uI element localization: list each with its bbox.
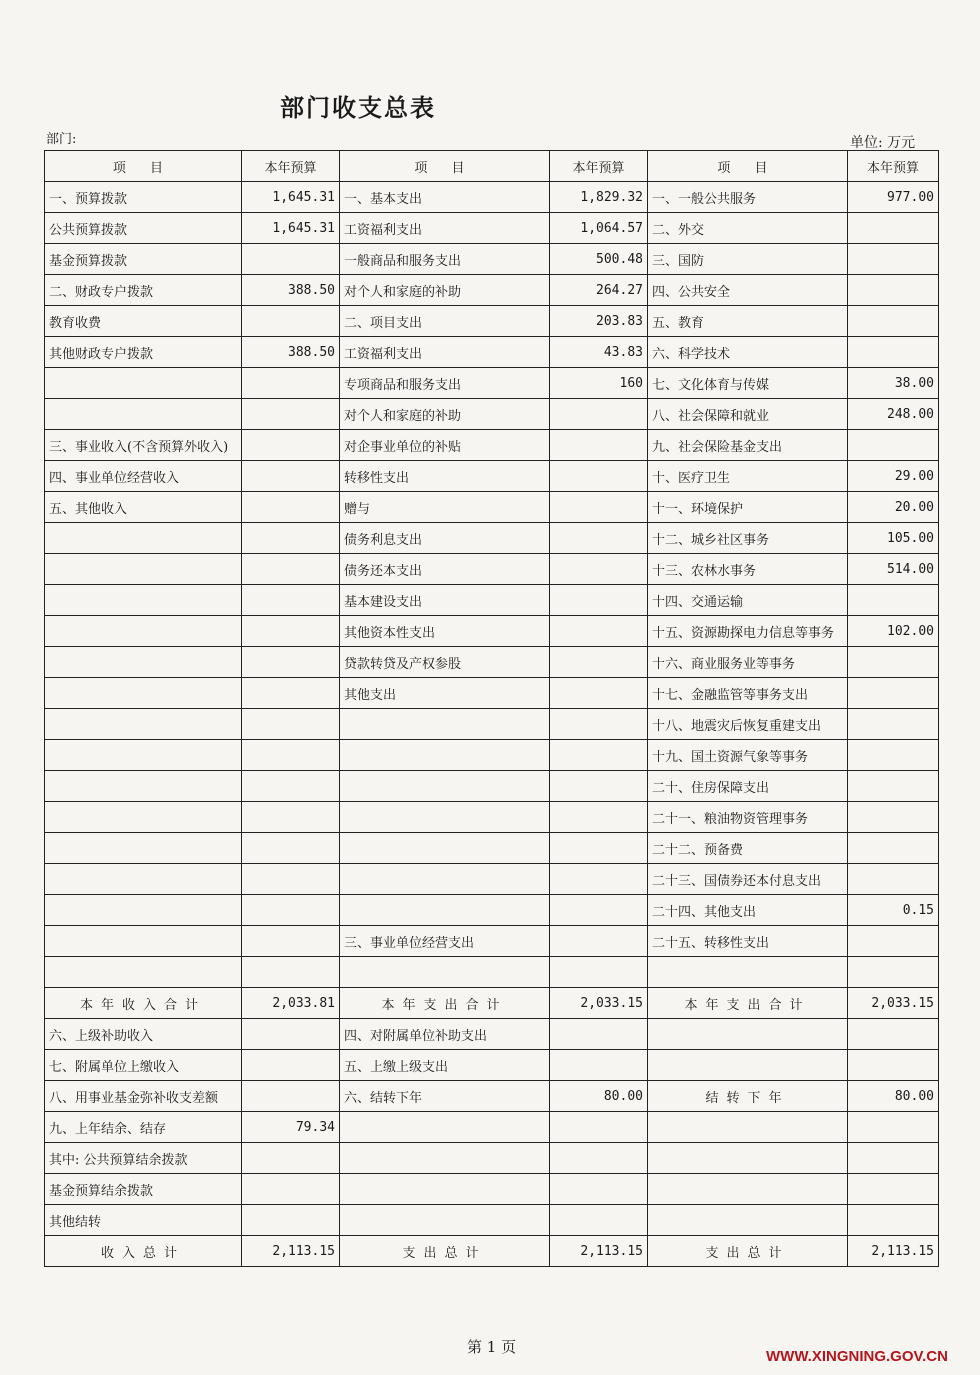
expense-func-item-cell: 十八、地震灾后恢复重建支出: [648, 709, 848, 740]
expense-econ-amount-cell: 500.48: [550, 244, 648, 275]
website-watermark: WWW.XINGNING.GOV.CN: [766, 1348, 948, 1365]
income-item-cell: [45, 957, 242, 988]
expense-econ-item-cell: [340, 771, 550, 802]
expense-econ-amount-cell: [550, 1050, 648, 1081]
expense-func-amount-cell: 80.00: [848, 1081, 939, 1112]
expense-econ-item-cell: 对个人和家庭的补助: [340, 399, 550, 430]
expense-econ-item-cell: 债务还本支出: [340, 554, 550, 585]
income-amount-cell: [242, 306, 340, 337]
expense-func-amount-cell: [848, 926, 939, 957]
expense-econ-amount-cell: [550, 678, 648, 709]
income-amount-cell: [242, 1050, 340, 1081]
expense-func-item-cell: 本年支出合计: [648, 988, 848, 1019]
expense-func-amount-cell: [848, 864, 939, 895]
expense-func-item-cell: [648, 957, 848, 988]
expense-econ-amount-cell: [550, 1205, 648, 1236]
expense-func-item-cell: 十四、交通运输: [648, 585, 848, 616]
expense-func-item-cell: 十六、商业服务业等事务: [648, 647, 848, 678]
table-row: [45, 430, 939, 461]
expense-func-item-cell: 十二、城乡社区事务: [648, 523, 848, 554]
income-amount-cell: 2,033.81: [242, 988, 340, 1019]
expense-func-amount-cell: [848, 1112, 939, 1143]
expense-econ-amount-cell: [550, 616, 648, 647]
income-amount-cell: [242, 802, 340, 833]
expense-econ-item-cell: 其他支出: [340, 678, 550, 709]
income-amount-cell: [242, 244, 340, 275]
expense-func-item-cell: 支出总计: [648, 1236, 848, 1267]
budget-table: [44, 150, 939, 1267]
expense-func-amount-cell: [848, 1050, 939, 1081]
income-item-cell: 其中: 公共预算结余拨款: [45, 1143, 242, 1174]
expense-econ-amount-cell: 1,829.32: [550, 182, 648, 213]
expense-econ-amount-cell: 43.83: [550, 337, 648, 368]
expense-func-amount-cell: [848, 802, 939, 833]
expense-func-amount-cell: 38.00: [848, 368, 939, 399]
expense-econ-amount-cell: [550, 1019, 648, 1050]
expense-econ-item-cell: 三、事业单位经营支出: [340, 926, 550, 957]
expense-func-item-cell: 八、社会保障和就业: [648, 399, 848, 430]
expense-func-amount-cell: [848, 337, 939, 368]
expense-func-item-cell: 十九、国土资源气象等事务: [648, 740, 848, 771]
expense-econ-amount-cell: 80.00: [550, 1081, 648, 1112]
income-amount-cell: [242, 1205, 340, 1236]
expense-func-amount-cell: [848, 771, 939, 802]
expense-func-item-cell: 一、一般公共服务: [648, 182, 848, 213]
expense-func-amount-cell: [848, 833, 939, 864]
expense-econ-item-cell: 贷款转贷及产权参股: [340, 647, 550, 678]
expense-econ-item-cell: 对个人和家庭的补助: [340, 275, 550, 306]
table-row: [45, 647, 939, 678]
table-row: [45, 368, 939, 399]
expense-econ-item-cell: 其他资本性支出: [340, 616, 550, 647]
income-item-cell: 七、附属单位上缴收入: [45, 1050, 242, 1081]
expense-econ-amount-cell: [550, 430, 648, 461]
expense-econ-item-cell: 支出总计: [340, 1236, 550, 1267]
expense-econ-item-cell: [340, 864, 550, 895]
expense-econ-amount-cell: 264.27: [550, 275, 648, 306]
expense-econ-amount-cell: [550, 740, 648, 771]
expense-econ-amount-cell: [550, 802, 648, 833]
expense-econ-item-cell: [340, 957, 550, 988]
page-title: 部门收支总表: [280, 93, 436, 122]
department-label: 部门:: [46, 132, 77, 147]
table-row: [45, 1205, 939, 1236]
income-item-cell: [45, 585, 242, 616]
income-amount-cell: [242, 771, 340, 802]
expense-econ-amount-cell: [550, 926, 648, 957]
expense-econ-item-cell: 工资福利支出: [340, 337, 550, 368]
income-amount-cell: [242, 616, 340, 647]
expense-func-amount-cell: 2,113.15: [848, 1236, 939, 1267]
expense-func-item-cell: 结转下年: [648, 1081, 848, 1112]
header-amount-expense-func: 本年预算: [848, 151, 939, 182]
income-amount-cell: [242, 864, 340, 895]
table-row: [45, 1236, 939, 1267]
expense-func-amount-cell: [848, 1143, 939, 1174]
expense-func-item-cell: 九、社会保险基金支出: [648, 430, 848, 461]
income-amount-cell: [242, 833, 340, 864]
table-row: [45, 337, 939, 368]
expense-func-item-cell: [648, 1143, 848, 1174]
income-item-cell: [45, 709, 242, 740]
expense-econ-item-cell: [340, 740, 550, 771]
table-row: [45, 1081, 939, 1112]
expense-func-amount-cell: [848, 585, 939, 616]
expense-func-item-cell: 二、外交: [648, 213, 848, 244]
expense-func-amount-cell: 2,033.15: [848, 988, 939, 1019]
income-item-cell: 收入总计: [45, 1236, 242, 1267]
income-amount-cell: [242, 399, 340, 430]
expense-econ-item-cell: [340, 709, 550, 740]
table-row: [45, 585, 939, 616]
table-row: [45, 182, 939, 213]
income-item-cell: 三、事业收入(不含预算外收入): [45, 430, 242, 461]
expense-econ-amount-cell: [550, 647, 648, 678]
expense-func-amount-cell: [848, 709, 939, 740]
table-row: [45, 554, 939, 585]
unit-label: 单位: 万元: [850, 135, 916, 151]
table-row: [45, 244, 939, 275]
table-row: [45, 1019, 939, 1050]
expense-econ-amount-cell: [550, 523, 648, 554]
expense-func-item-cell: 三、国防: [648, 244, 848, 275]
table-row: [45, 1174, 939, 1205]
expense-econ-amount-cell: [550, 1143, 648, 1174]
income-item-cell: [45, 678, 242, 709]
income-item-cell: [45, 833, 242, 864]
income-item-cell: [45, 802, 242, 833]
expense-func-amount-cell: 248.00: [848, 399, 939, 430]
expense-func-amount-cell: [848, 957, 939, 988]
expense-econ-amount-cell: 203.83: [550, 306, 648, 337]
table-row: [45, 771, 939, 802]
expense-econ-item-cell: 一般商品和服务支出: [340, 244, 550, 275]
expense-func-item-cell: 二十、住房保障支出: [648, 771, 848, 802]
expense-econ-item-cell: [340, 802, 550, 833]
expense-func-item-cell: [648, 1205, 848, 1236]
income-item-cell: 本年收入合计: [45, 988, 242, 1019]
expense-econ-item-cell: 本年支出合计: [340, 988, 550, 1019]
expense-econ-item-cell: 债务利息支出: [340, 523, 550, 554]
income-item-cell: 教育收费: [45, 306, 242, 337]
income-amount-cell: [242, 461, 340, 492]
income-item-cell: 六、上级补助收入: [45, 1019, 242, 1050]
table-row: [45, 306, 939, 337]
page-number: 第 1 页: [467, 1338, 517, 1356]
income-item-cell: [45, 399, 242, 430]
expense-func-amount-cell: [848, 678, 939, 709]
expense-econ-item-cell: 四、对附属单位补助支出: [340, 1019, 550, 1050]
expense-func-item-cell: 二十五、转移性支出: [648, 926, 848, 957]
expense-func-amount-cell: [848, 306, 939, 337]
expense-func-item-cell: [648, 1174, 848, 1205]
expense-econ-amount-cell: [550, 833, 648, 864]
income-item-cell: [45, 647, 242, 678]
income-amount-cell: [242, 926, 340, 957]
table-row: [45, 709, 939, 740]
header-item-expense-econ: 项 目: [340, 151, 550, 182]
income-item-cell: 五、其他收入: [45, 492, 242, 523]
income-amount-cell: [242, 895, 340, 926]
income-item-cell: [45, 895, 242, 926]
income-item-cell: 二、财政专户拨款: [45, 275, 242, 306]
expense-econ-item-cell: [340, 1174, 550, 1205]
expense-func-item-cell: 六、科学技术: [648, 337, 848, 368]
income-amount-cell: [242, 368, 340, 399]
table-header-row: [45, 151, 939, 182]
expense-econ-item-cell: [340, 1112, 550, 1143]
table-row: [45, 895, 939, 926]
expense-func-item-cell: [648, 1050, 848, 1081]
expense-econ-item-cell: 专项商品和服务支出: [340, 368, 550, 399]
income-item-cell: [45, 864, 242, 895]
income-item-cell: 一、预算拨款: [45, 182, 242, 213]
expense-func-item-cell: 五、教育: [648, 306, 848, 337]
income-amount-cell: 2,113.15: [242, 1236, 340, 1267]
table-row: [45, 616, 939, 647]
income-amount-cell: [242, 554, 340, 585]
expense-econ-amount-cell: [550, 399, 648, 430]
income-amount-cell: [242, 709, 340, 740]
income-item-cell: 八、用事业基金弥补收支差额: [45, 1081, 242, 1112]
expense-func-amount-cell: [848, 1174, 939, 1205]
expense-econ-amount-cell: 2,113.15: [550, 1236, 648, 1267]
expense-econ-item-cell: [340, 1143, 550, 1174]
income-item-cell: [45, 616, 242, 647]
income-amount-cell: [242, 678, 340, 709]
expense-econ-item-cell: 一、基本支出: [340, 182, 550, 213]
expense-func-amount-cell: [848, 275, 939, 306]
expense-econ-amount-cell: [550, 864, 648, 895]
income-item-cell: 九、上年结余、结存: [45, 1112, 242, 1143]
income-amount-cell: [242, 1174, 340, 1205]
table-row: [45, 957, 939, 988]
table-row: [45, 802, 939, 833]
expense-econ-item-cell: 六、结转下年: [340, 1081, 550, 1112]
expense-func-amount-cell: [848, 1205, 939, 1236]
income-amount-cell: [242, 492, 340, 523]
expense-func-item-cell: 十三、农林水事务: [648, 554, 848, 585]
expense-func-item-cell: 十、医疗卫生: [648, 461, 848, 492]
expense-func-item-cell: 十一、环境保护: [648, 492, 848, 523]
expense-econ-item-cell: 转移性支出: [340, 461, 550, 492]
expense-econ-amount-cell: [550, 771, 648, 802]
table-row: [45, 740, 939, 771]
table-row: [45, 864, 939, 895]
income-item-cell: [45, 554, 242, 585]
expense-func-amount-cell: 29.00: [848, 461, 939, 492]
income-amount-cell: 388.50: [242, 275, 340, 306]
income-item-cell: 其他财政专户拨款: [45, 337, 242, 368]
expense-func-item-cell: 二十四、其他支出: [648, 895, 848, 926]
expense-func-amount-cell: [848, 1019, 939, 1050]
income-item-cell: [45, 523, 242, 554]
expense-func-amount-cell: [848, 430, 939, 461]
table-row: [45, 926, 939, 957]
expense-econ-item-cell: 工资福利支出: [340, 213, 550, 244]
expense-econ-amount-cell: 160: [550, 368, 648, 399]
expense-func-item-cell: [648, 1112, 848, 1143]
income-amount-cell: [242, 523, 340, 554]
expense-econ-amount-cell: [550, 461, 648, 492]
income-item-cell: [45, 926, 242, 957]
expense-econ-item-cell: 对企事业单位的补贴: [340, 430, 550, 461]
expense-func-item-cell: 七、文化体育与传媒: [648, 368, 848, 399]
income-amount-cell: [242, 740, 340, 771]
header-amount-income: 本年预算: [242, 151, 340, 182]
expense-func-amount-cell: 102.00: [848, 616, 939, 647]
income-amount-cell: [242, 430, 340, 461]
table-row: [45, 1050, 939, 1081]
expense-func-amount-cell: 20.00: [848, 492, 939, 523]
income-amount-cell: 1,645.31: [242, 213, 340, 244]
income-amount-cell: [242, 585, 340, 616]
income-item-cell: 基金预算结余拨款: [45, 1174, 242, 1205]
expense-func-amount-cell: 977.00: [848, 182, 939, 213]
expense-func-item-cell: 二十三、国债券还本付息支出: [648, 864, 848, 895]
income-item-cell: 四、事业单位经营收入: [45, 461, 242, 492]
expense-func-amount-cell: [848, 647, 939, 678]
header-item-income: 项 目: [45, 151, 242, 182]
income-amount-cell: [242, 1081, 340, 1112]
expense-econ-item-cell: 二、项目支出: [340, 306, 550, 337]
income-item-cell: 基金预算拨款: [45, 244, 242, 275]
expense-econ-amount-cell: [550, 554, 648, 585]
table-row: [45, 213, 939, 244]
expense-econ-item-cell: [340, 1205, 550, 1236]
income-item-cell: [45, 771, 242, 802]
expense-func-item-cell: 十五、资源勘探电力信息等事务: [648, 616, 848, 647]
expense-func-item-cell: [648, 1019, 848, 1050]
expense-econ-amount-cell: 1,064.57: [550, 213, 648, 244]
expense-econ-amount-cell: [550, 957, 648, 988]
income-amount-cell: [242, 1143, 340, 1174]
expense-econ-amount-cell: [550, 1112, 648, 1143]
expense-func-amount-cell: [848, 244, 939, 275]
expense-econ-amount-cell: 2,033.15: [550, 988, 648, 1019]
income-amount-cell: [242, 1019, 340, 1050]
table-row: [45, 399, 939, 430]
income-item-cell: [45, 740, 242, 771]
expense-econ-item-cell: 基本建设支出: [340, 585, 550, 616]
expense-econ-amount-cell: [550, 585, 648, 616]
expense-econ-amount-cell: [550, 492, 648, 523]
income-item-cell: 其他结转: [45, 1205, 242, 1236]
income-item-cell: 公共预算拨款: [45, 213, 242, 244]
expense-econ-item-cell: 赠与: [340, 492, 550, 523]
expense-econ-item-cell: [340, 895, 550, 926]
header-amount-expense-econ: 本年预算: [550, 151, 648, 182]
expense-func-item-cell: 二十二、预备费: [648, 833, 848, 864]
expense-func-item-cell: 二十一、粮油物资管理事务: [648, 802, 848, 833]
table-row: [45, 1112, 939, 1143]
expense-func-amount-cell: [848, 213, 939, 244]
expense-func-item-cell: 四、公共安全: [648, 275, 848, 306]
income-item-cell: [45, 368, 242, 399]
table-row: [45, 833, 939, 864]
header-item-expense-func: 项 目: [648, 151, 848, 182]
table-row: [45, 492, 939, 523]
income-amount-cell: 388.50: [242, 337, 340, 368]
table-row: [45, 1143, 939, 1174]
income-amount-cell: [242, 647, 340, 678]
expense-econ-item-cell: [340, 833, 550, 864]
table-row: [45, 275, 939, 306]
expense-econ-amount-cell: [550, 1174, 648, 1205]
table-row: [45, 523, 939, 554]
expense-func-amount-cell: [848, 740, 939, 771]
income-amount-cell: [242, 957, 340, 988]
expense-func-amount-cell: 105.00: [848, 523, 939, 554]
expense-econ-item-cell: 五、上缴上级支出: [340, 1050, 550, 1081]
expense-econ-amount-cell: [550, 895, 648, 926]
expense-func-amount-cell: 514.00: [848, 554, 939, 585]
table-row: [45, 678, 939, 709]
income-amount-cell: 79.34: [242, 1112, 340, 1143]
expense-func-amount-cell: 0.15: [848, 895, 939, 926]
income-amount-cell: 1,645.31: [242, 182, 340, 213]
expense-econ-amount-cell: [550, 709, 648, 740]
table-row: [45, 461, 939, 492]
expense-func-item-cell: 十七、金融监管等事务支出: [648, 678, 848, 709]
table-row: [45, 988, 939, 1019]
